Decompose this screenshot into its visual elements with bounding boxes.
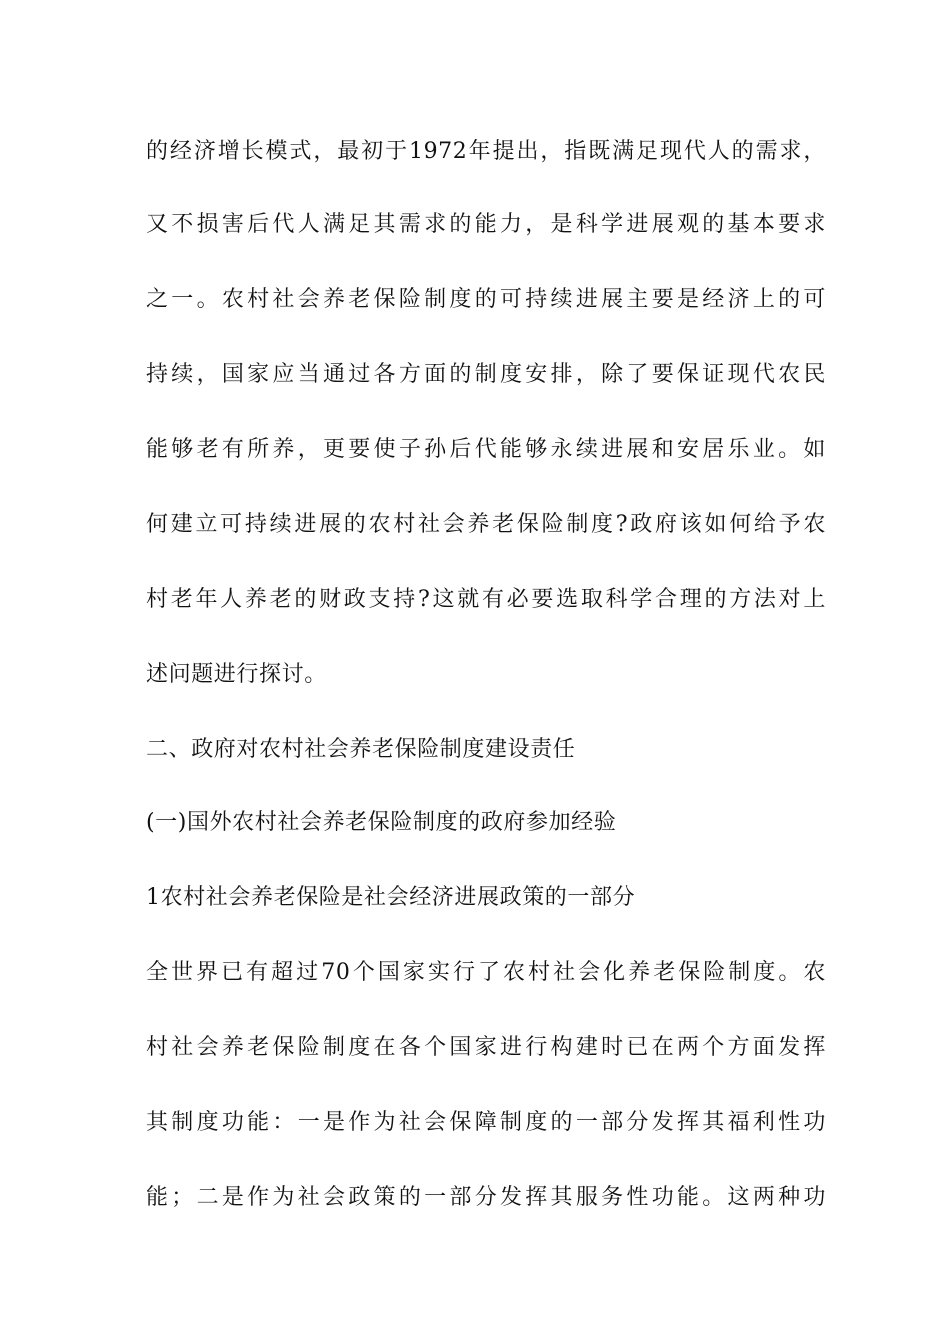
paragraph-line: 全世界已有超过70个国家实行了农村社会化养老保险制度。农 xyxy=(146,960,826,985)
subsection-heading: (一)国外农村社会养老保险制度的政府参加经验 xyxy=(146,810,617,835)
paragraph-line: 又不损害后代人满足其需求的能力，是科学进展观的基本要求 xyxy=(146,212,826,237)
paragraph-line: 村社会养老保险制度在各个国家进行构建时已在两个方面发挥 xyxy=(146,1035,826,1060)
paragraph-line: 述问题进行探讨。 xyxy=(146,662,327,687)
paragraph-line: 之一。农村社会养老保险制度的可持续进展主要是经济上的可 xyxy=(146,287,826,312)
subsection-item-heading: 1农村社会养老保险是社会经济进展政策的一部分 xyxy=(146,885,636,910)
paragraph-line: 能够老有所养，更要使子孙后代能够永续进展和安居乐业。如 xyxy=(146,437,826,462)
paragraph-line: 其制度功能：一是作为社会保障制度的一部分发挥其福利性功 xyxy=(146,1110,826,1135)
paragraph-line: 能；二是作为社会政策的一部分发挥其服务性功能。这两种功 xyxy=(146,1185,826,1210)
section-heading: 二、政府对农村社会养老保险制度建设责任 xyxy=(146,737,576,762)
paragraph-line: 持续，国家应当通过各方面的制度安排，除了要保证现代农民 xyxy=(146,362,826,387)
paragraph-line: 村老年人养老的财政支持?这就有必要选取科学合理的方法对上 xyxy=(146,587,826,612)
paragraph-line: 的经济增长模式，最初于1972年提出，指既满足现代人的需求， xyxy=(146,139,826,164)
paragraph-line: 何建立可持续进展的农村社会养老保险制度?政府该如何给予农 xyxy=(146,512,826,537)
